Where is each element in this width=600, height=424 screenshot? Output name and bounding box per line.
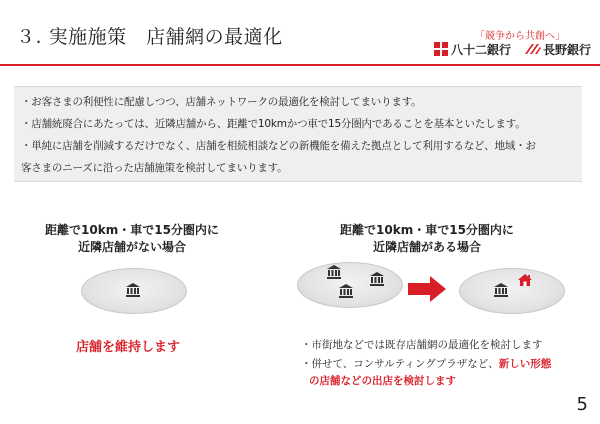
right-area-ellipse-after: [459, 268, 565, 314]
nagano-logo-icon: [525, 42, 541, 56]
right-heading-line-1: 距離で10km・車で15分圏内に: [340, 223, 514, 237]
maintain-branch-text: 店舗を維持します: [76, 340, 181, 355]
brand-area: [432, 27, 592, 61]
intro-line-2: ・店舗統廃合にあたっては、近隣店舗から、距離で10kmかつ車で15分圏内であることを基本といたします。: [21, 118, 526, 130]
right-bullet-2-line-1: [301, 356, 551, 371]
bank-building-icon: [126, 283, 140, 297]
intro-line-1: ・お客さまの利便性に配慮しつつ、店舗ネットワークの最適化を検討してまいります。: [21, 96, 422, 108]
right-scenario-heading: [337, 222, 517, 256]
right-bullet-2-text: ・併せて、コンサルティングプラザなど、: [301, 358, 499, 370]
bank-building-icon: [370, 272, 384, 286]
hachijuni-logo-icon: [434, 42, 448, 56]
new-format-highlight-cont: の店舗などの出店を検討します: [309, 375, 456, 387]
intro-line-3: ・単純に店舗を削減するだけでなく、店舗を相続相談などの新機能を備えた拠点として利用するなど、地域・お: [21, 140, 536, 152]
bank-building-icon: [494, 283, 508, 297]
left-scenario-heading: [42, 222, 222, 256]
right-arrow-icon: [408, 276, 446, 302]
bank-building-icon: [327, 265, 341, 279]
intro-text-box: [14, 86, 582, 182]
intro-line-4: 客さまのニーズに沿った店舗施策を検討してまいります。: [21, 162, 288, 174]
right-bullet-1: ・市街地などでは既存店舗網の最適化を検討します: [301, 339, 543, 351]
bank-building-icon: [339, 284, 353, 298]
right-bullet-2-line-2: [309, 373, 456, 388]
brand-name-hachijuni: 八十二銀行: [451, 43, 512, 57]
left-heading-line-2: 近隣店舗がない場合: [77, 240, 186, 254]
page-title: ３. 実施施策 店舗網の最適化: [16, 26, 283, 48]
header-divider: [0, 64, 600, 66]
new-format-highlight: 新しい形態: [498, 358, 552, 370]
right-heading-line-2: 近隣店舗がある場合: [372, 240, 481, 254]
brand-slogan: 「競争から共創へ」: [475, 31, 565, 42]
left-heading-line-1: 距離で10km・車で15分圏内に: [45, 223, 219, 237]
home-icon: [518, 273, 532, 287]
brand-name-nagano: 長野銀行: [543, 43, 592, 57]
page-number: 5: [576, 394, 588, 415]
